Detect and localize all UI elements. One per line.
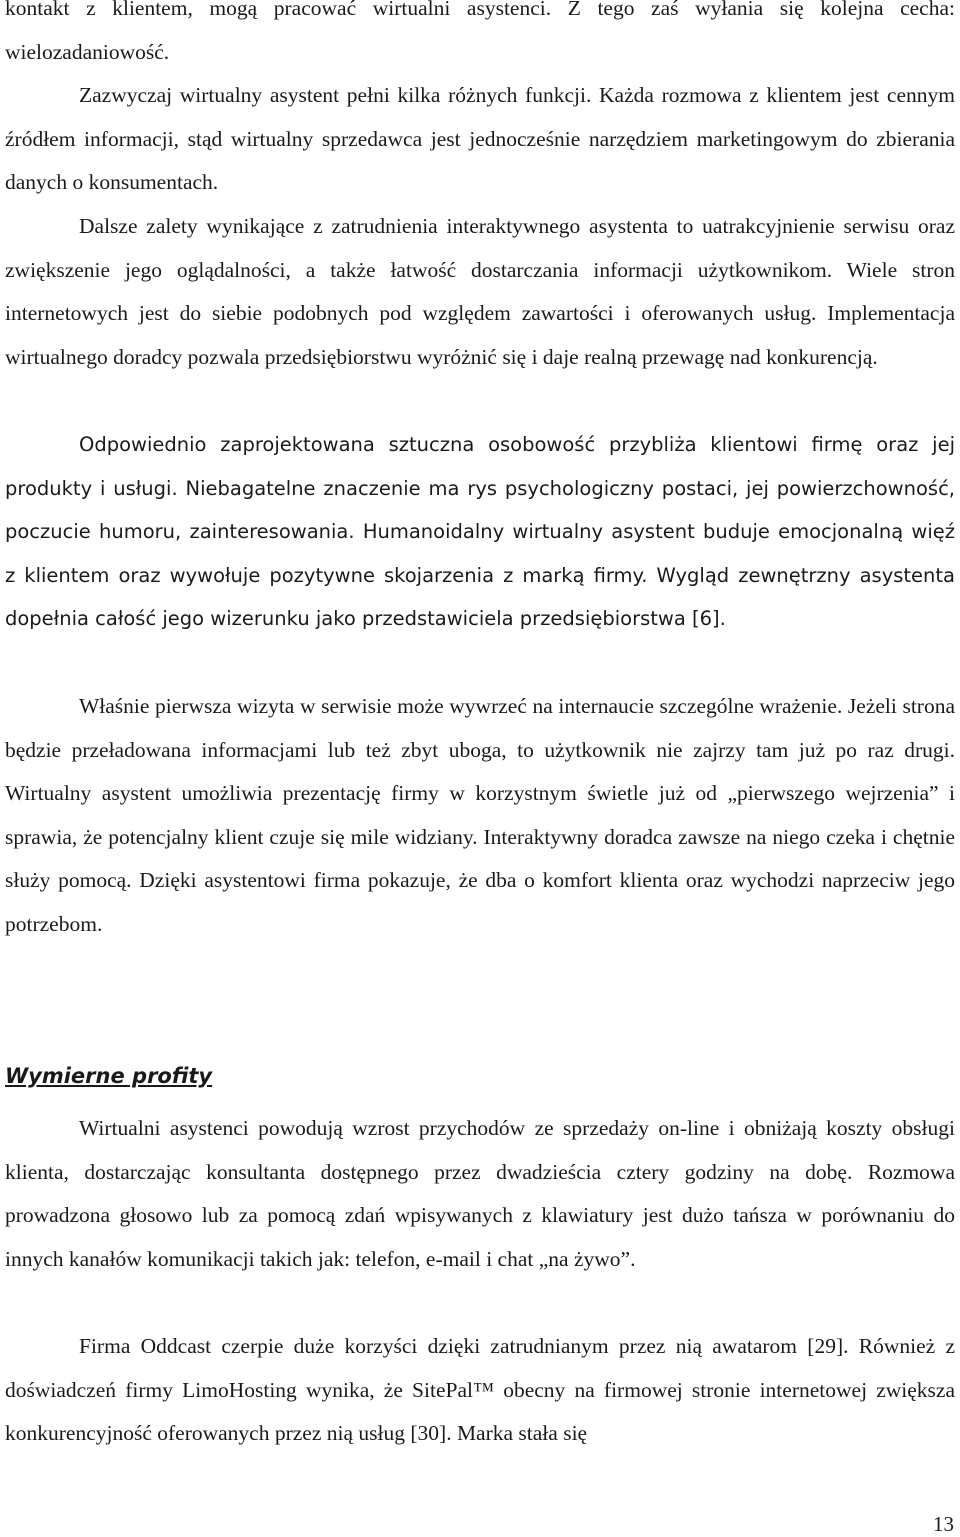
- paragraph-revenue-growth: Wirtualni asystenci powodują wzrost przychodów ze sprzedaży on-line i obniżają koszty obsługi klienta, dostarczając konsultanta dostępnego przez dwadzieścia cztery godziny na dobę. Rozmowa prowadzona głosowo lub za pomocą zdań wpisywanych z klawiatury jest dużo tańsza w porównaniu do innych kanałów komunikacji takich jak: telefon, e-mail i chat „na żywo”.: [5, 1116, 955, 1271]
- paragraph-further-advantages: Dalsze zalety wynikające z zatrudnienia interaktywnego asystenta to uatrakcyjnienie serwisu oraz zwiększenie jego oglądalności, a także łatwość dostarczania informacji użytkownikom. Wiele stron internetowych jest do siebie podobnych pod względem zawartości i oferowanych usług. Implementacja wirtualnego doradcy pozwala przedsiębiorstwu wyróżnić się i daje realną przewagę nad konkurencją.: [5, 214, 955, 369]
- paragraph-marketing-tool: Zazwyczaj wirtualny asystent pełni kilka różnych funkcji. Każda rozmowa z klientem jest cennym źródłem informacji, stąd wirtualny sprzedawca jest jednocześnie narzędziem marketingowym do zbierania danych o konsumentach.: [5, 83, 955, 194]
- paragraph-first-visit: Właśnie pierwsza wizyta w serwisie może wywrzeć na internaucie szczególne wrażenie. Jeżeli strona będzie przeładowana informacjami lub też zbyt uboga, to użytkownik nie zajrzy tam już po raz drugi. Wirtualny asystent umożliwia prezentację firmy w korzystnym świetle już od „pierwszego wejrzenia” i sprawia, że potencjalny klient czuje się mile widziany. Interaktywny doradca zawsze na niego czeka i chętnie służy pomocą. Dzięki asystentowi firma pokazuje, że dba o komfort klienta oraz wychodzi naprzeciw jego potrzebom.: [5, 694, 955, 936]
- paragraph-artificial-personality: Odpowiednio zaprojektowana sztuczna osobowość przybliża klientowi firmę oraz jej produkty i usługi. Niebagatelne znaczenie ma rys psychologiczny postaci, jej powierzchowność, poczucie humoru, zainteresowania. Humanoidalny wirtualny asystent buduje emocjonalną więź z klientem oraz wywołuje pozytywne skojarzenia z marką firmy. Wygląd zewnętrzny asystenta dopełnia całość jego wizerunku jako przedstawiciela przedsiębiorstwa [6].: [5, 433, 955, 630]
- paragraph-oddcast-example: Firma Oddcast czerpie duże korzyści dzięki zatrudnianym przez nią awatarom [29]. Również z doświadczeń firmy LimoHosting wynika, że SitePal™ obecny na firmowej stronie internetowej zwiększa konkurencyjność oferowanych przez nią usług [30]. Marka stała się: [5, 1334, 955, 1445]
- section-heading: Wymierne profity: [5, 1064, 213, 1088]
- page-number: 13: [933, 1512, 954, 1536]
- paragraph-multitasking: kontakt z klientem, mogą pracować wirtualni asystenci. Z tego zaś wyłania się kolejna cecha: wielozadaniowość.: [5, 0, 955, 64]
